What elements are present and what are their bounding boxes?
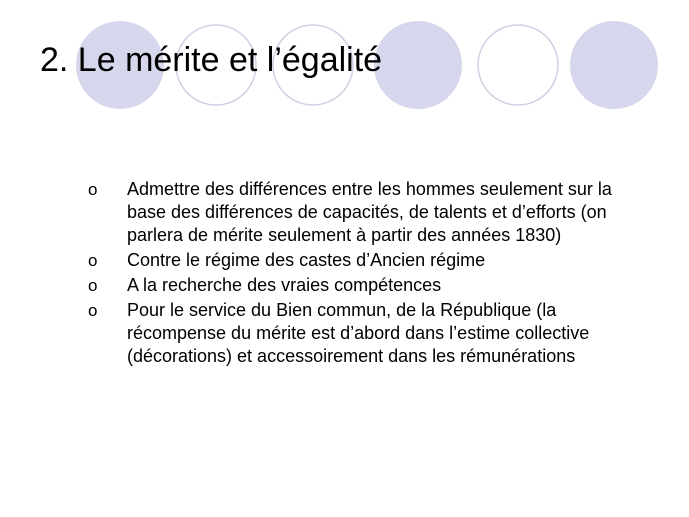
bullet-item xyxy=(88,274,628,297)
bullet-item xyxy=(88,249,628,272)
circle-filled-3 xyxy=(570,21,658,109)
bullet-marker: o xyxy=(88,276,98,295)
bullet-text: A la recherche des vraies compétences xyxy=(127,275,442,295)
bullet-text: Pour le service du Bien commun, de la République (la récompense du mérite est d’abord dans l’estime collective (décorations) et accessoirement dans les rémunérations xyxy=(127,300,590,366)
bullet-list xyxy=(88,178,628,370)
bullet-marker: o xyxy=(88,251,98,270)
bullet-text: Contre le régime des castes d’Ancien régime xyxy=(127,250,486,270)
bullet-marker: o xyxy=(88,301,98,320)
bullet-item xyxy=(88,299,628,368)
circle-outline-3 xyxy=(478,25,558,105)
bullet-text: Admettre des différences entre les hommes seulement sur la base des différences de capacités, de talents et d’efforts (on parlera de mérite seulement à partir des années 1830) xyxy=(127,179,612,245)
slide-title: 2. Le mérite et l’égalité xyxy=(40,41,383,79)
circle-filled-2 xyxy=(374,21,462,109)
bullet-item xyxy=(88,178,628,247)
bullet-marker: o xyxy=(88,180,98,199)
